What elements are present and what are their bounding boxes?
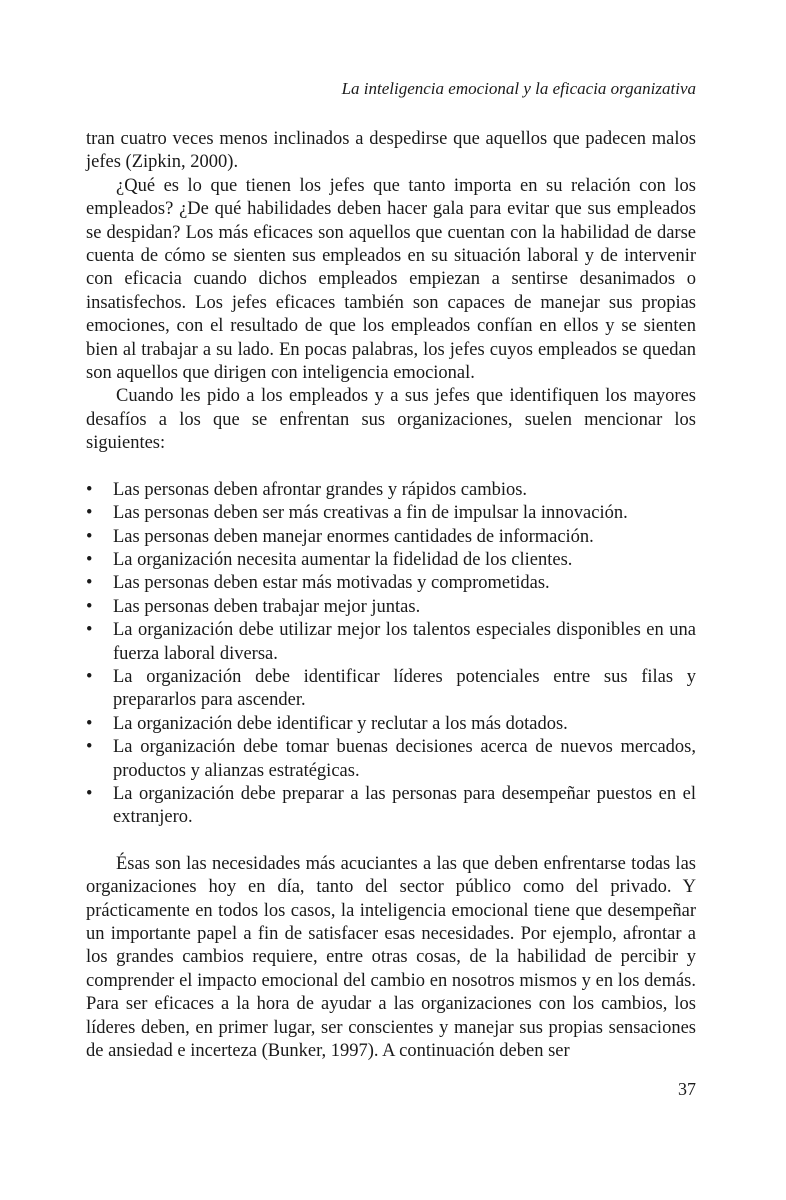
list-item (86, 479, 696, 502)
bullet-icon: • (86, 737, 93, 758)
list-item-text: Las personas deben afrontar grandes y rápidos cambios. (113, 479, 528, 500)
bullet-icon: • (86, 596, 93, 617)
list-item (86, 549, 696, 572)
running-header: La inteligencia emocional y la eficacia organizativa (341, 79, 696, 98)
bullet-icon: • (86, 503, 93, 524)
paragraph-desafios: Cuando les pido a los empleados y a sus jefes que identifiquen los mayores desafíos a los que se enfrentan sus organizaciones, suelen mencionar los siguientes: (86, 386, 696, 454)
list-item-text: La organización debe preparar a las personas para desempeñar puestos en el extranjero. (113, 783, 696, 828)
list-item (86, 713, 696, 736)
list-item-text: Las personas deben ser más creativas a fin de impulsar la innovación. (113, 503, 628, 524)
list-item-text: La organización debe utilizar mejor los talentos especiales disponibles en una fuerza laboral diversa. (113, 620, 696, 664)
bullet-icon: • (86, 783, 93, 804)
bullet-icon: • (86, 620, 93, 641)
paragraph-jefes: ¿Qué es lo que tienen los jefes que tanto importa en su relación con los empleados? ¿De qué habilidades deben hacer gala para evitar que sus empleados se despidan? Los más eficaces son aquellos que cuentan con la habilidad de darse cuenta de cómo se sienten sus empleados en su situación laboral y de intervenir con eficacia cuando dichos empleados empiezan a sentirse desanimados o insatisfechos. Los jefes eficaces también son capaces de manejar sus propias emociones, con el resultado de que los empleados confían en ellos y se sienten bien al trabajar a su lado. En pocas palabras, los jefes cuyos empleados se quedan son aquellos que dirigen con inteligencia emocional. (86, 175, 696, 384)
bullet-icon: • (86, 526, 93, 547)
paragraph-continuation: tran cuatro veces menos inclinados a despedirse que aquellos que padecen malos jefes (Zipkin, 2000). (86, 129, 696, 173)
list-item-text: La organización necesita aumentar la fidelidad de los clientes. (113, 549, 573, 570)
bullet-icon: • (86, 713, 93, 734)
list-item (86, 596, 696, 619)
list-item-text: La organización debe tomar buenas decisiones acerca de nuevos mercados, productos y alianzas estratégicas. (113, 737, 696, 781)
bullet-icon: • (86, 666, 93, 687)
bullet-icon: • (86, 573, 93, 594)
list-item-text: Las personas deben estar más motivadas y comprometidas. (113, 573, 550, 594)
list-item (86, 526, 696, 549)
list-item (86, 572, 696, 595)
page-body (86, 128, 696, 1063)
page-number: 37 (678, 1079, 696, 1099)
list-item (86, 783, 696, 830)
list-item-text: La organización debe identificar líderes potenciales entre sus filas y prepararlos para ascender. (113, 666, 696, 711)
bullet-icon: • (86, 549, 93, 570)
list-item-text: La organización debe identificar y reclutar a los más dotados. (113, 713, 568, 734)
list-item-text: Las personas deben trabajar mejor juntas. (113, 596, 421, 617)
list-item (86, 619, 696, 666)
list-item (86, 666, 696, 713)
bullet-icon: • (86, 479, 93, 500)
paragraph-necesidades: Ésas son las necesidades más acuciantes a las que deben enfrentarse todas las organizaciones hoy en día, tanto del sector público como del privado. Y prácticamente en todos los casos, la inteligencia emocional tiene que desempeñar un importante papel a fin de satisfacer esas necesidades. Por ejemplo, afrontar a los grandes cambios requiere, entre otras cosas, de la habilidad de percibir y comprender el impacto emocional del cambio en nosotros mismos y en los demás. Para ser eficaces a la hora de ayudar a las organizaciones con los cambios, los líderes deben, en primer lugar, ser conscientes y manejar sus propias sensaciones de ansiedad e incerteza (Bunker, 1997). A continuación deben ser (86, 853, 696, 1062)
list-item (86, 736, 696, 783)
challenges-list (86, 479, 696, 830)
list-item (86, 502, 696, 525)
list-item-text: Las personas deben manejar enormes cantidades de información. (113, 526, 594, 547)
